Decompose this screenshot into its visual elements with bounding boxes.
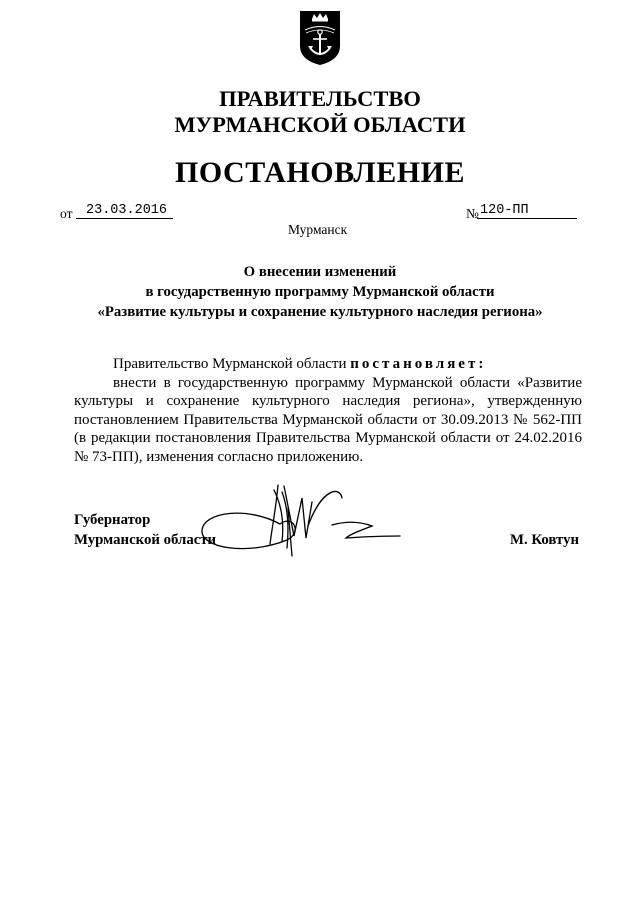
document-title-line3: «Развитие культуры и сохранение культурного наследия региона»	[97, 304, 543, 320]
document-title-line2: в государственную программу Мурманской области	[145, 284, 495, 300]
city: Мурманск	[288, 222, 348, 237]
signatory-position-line1: Губернатор	[74, 512, 151, 528]
document-type: ПОСТАНОВЛЕНИЕ	[175, 156, 465, 189]
number-prefix: №	[466, 206, 479, 221]
date-underline	[76, 218, 173, 219]
decree-intro: Правительство Мурманской области	[113, 356, 347, 372]
document-number: 120-ПП	[480, 203, 529, 218]
decree-intro-line	[113, 355, 486, 374]
document-title-line1: О внесении изменений	[243, 264, 397, 280]
org-name-line2: МУРМАНСКОЙ ОБЛАСТИ	[174, 112, 466, 137]
body-line-4: (в редакции постановления Правительства Мурманской области от 24.02.2016	[74, 430, 582, 446]
body-line-2: культуры и сохранение культурного наследия региона», утвержденную	[74, 393, 582, 409]
signatory-position-line2: Мурманской области	[74, 532, 217, 548]
decree-verb: постановляет:	[350, 356, 487, 372]
signatory-name: М. Ковтун	[510, 532, 580, 548]
body-line-5: № 73-ПП), изменения согласно приложению.	[74, 448, 364, 465]
org-name-line1: ПРАВИТЕЛЬСТВО	[219, 86, 421, 111]
coat-of-arms-icon	[299, 10, 341, 66]
handwritten-signature-icon	[192, 478, 414, 560]
date-prefix: от	[60, 206, 73, 221]
document-date: 23.03.2016	[86, 203, 168, 218]
body-line-3: постановлением Правительства Мурманской области от 30.09.2013 № 562-ПП	[74, 411, 582, 428]
number-underline	[477, 218, 577, 219]
body-line-1: внести в государственную программу Мурманской области «Развитие	[113, 374, 582, 391]
